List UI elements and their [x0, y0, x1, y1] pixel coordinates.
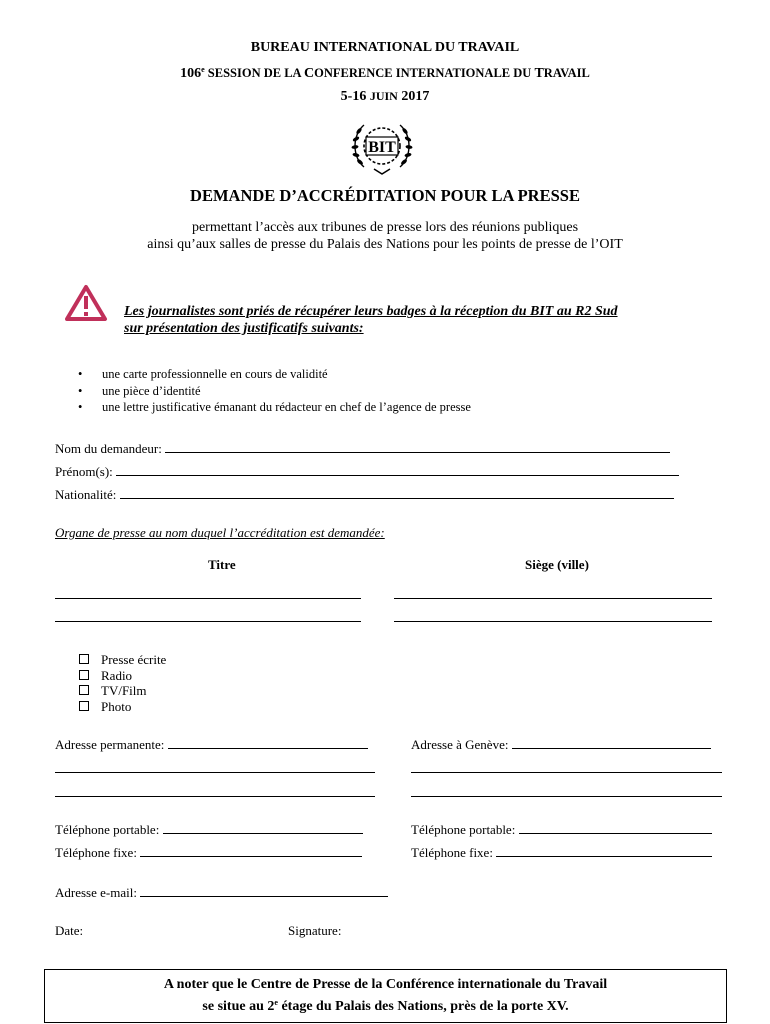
page-title: DEMANDE D’ACCRÉDITATION POUR LA PRESSE: [190, 186, 580, 205]
checkbox-icon[interactable]: [79, 685, 89, 695]
checkbox-tv-film[interactable]: TV/Film: [79, 683, 166, 699]
titre-line-2[interactable]: [55, 621, 361, 622]
checkbox-icon[interactable]: [79, 670, 89, 680]
adresse-permanente-line-3[interactable]: [55, 796, 375, 797]
adresse-geneve-field[interactable]: Adresse à Genève:: [411, 737, 711, 753]
subtitle-line-2: ainsi qu’aux salles de presse du Palais des Nations pour les points de presse de l’OIT: [147, 237, 623, 252]
nom-field[interactable]: Nom du demandeur:: [55, 441, 670, 457]
email-field[interactable]: Adresse e-mail:: [55, 885, 388, 901]
telephone-portable-right-field[interactable]: Téléphone portable:: [411, 822, 712, 838]
organe-label: Organe de presse au nom duquel l’accréditation est demandée:: [55, 525, 385, 540]
siege-line-2[interactable]: [394, 621, 712, 622]
prenom-field[interactable]: Prénom(s):: [55, 464, 679, 480]
adresse-geneve-line-3[interactable]: [411, 796, 722, 797]
adresse-permanente-field[interactable]: Adresse permanente:: [55, 737, 368, 753]
telephone-fixe-right-field[interactable]: Téléphone fixe:: [411, 845, 712, 861]
bit-logo: [350, 117, 414, 177]
siege-header: Siège (ville): [525, 557, 589, 572]
titre-header: Titre: [208, 557, 236, 572]
telephone-fixe-left-field[interactable]: Téléphone fixe:: [55, 845, 362, 861]
list-item: • une carte professionnelle en cours de validité: [78, 366, 471, 383]
checkbox-icon[interactable]: [79, 701, 89, 711]
warning-triangle-icon: [64, 284, 108, 322]
list-item: • une lettre justificative émanant du rédacteur en chef de l’agence de presse: [78, 399, 471, 416]
organization-title: BUREAU INTERNATIONAL DU TRAVAIL: [250, 40, 520, 55]
checkbox-photo[interactable]: Photo: [79, 699, 166, 715]
checkbox-icon[interactable]: [79, 654, 89, 664]
adresse-permanente-line-2[interactable]: [55, 772, 375, 773]
press-centre-note: A noter que le Centre de Presse de la Conférence internationale du Travail se situe au 2e étage du Palais des Nations, près de la porte XV.: [44, 969, 727, 1023]
warning-message: Les journalistes sont priés de récupérer leurs badges à la réception du BIT au R2 Sud sur présentation des justificatifs suivants:: [124, 304, 618, 336]
subtitle-line-1: permettant l’accès aux tribunes de presse lors des réunions publiques: [191, 220, 579, 235]
checkbox-presse-ecrite[interactable]: Presse écrite: [79, 652, 166, 668]
siege-line-1[interactable]: [394, 598, 712, 599]
session-line: 106e SESSION DE LA CONFERENCE INTERNATIONALE DU TRAVAIL: [180, 65, 590, 81]
session-dates: 5-16 JUIN 2017: [340, 89, 430, 104]
requirements-list: [78, 366, 471, 416]
date-label: Date:: [55, 923, 84, 938]
media-type-options: [79, 652, 166, 714]
adresse-geneve-line-2[interactable]: [411, 772, 722, 773]
signature-label: Signature:: [288, 923, 342, 938]
checkbox-radio[interactable]: Radio: [79, 668, 166, 684]
svg-text:BIT: BIT: [368, 139, 396, 156]
nationalite-field[interactable]: Nationalité:: [55, 487, 674, 503]
titre-line-1[interactable]: [55, 598, 361, 599]
list-item: • une pièce d’identité: [78, 383, 471, 400]
telephone-portable-left-field[interactable]: Téléphone portable:: [55, 822, 363, 838]
